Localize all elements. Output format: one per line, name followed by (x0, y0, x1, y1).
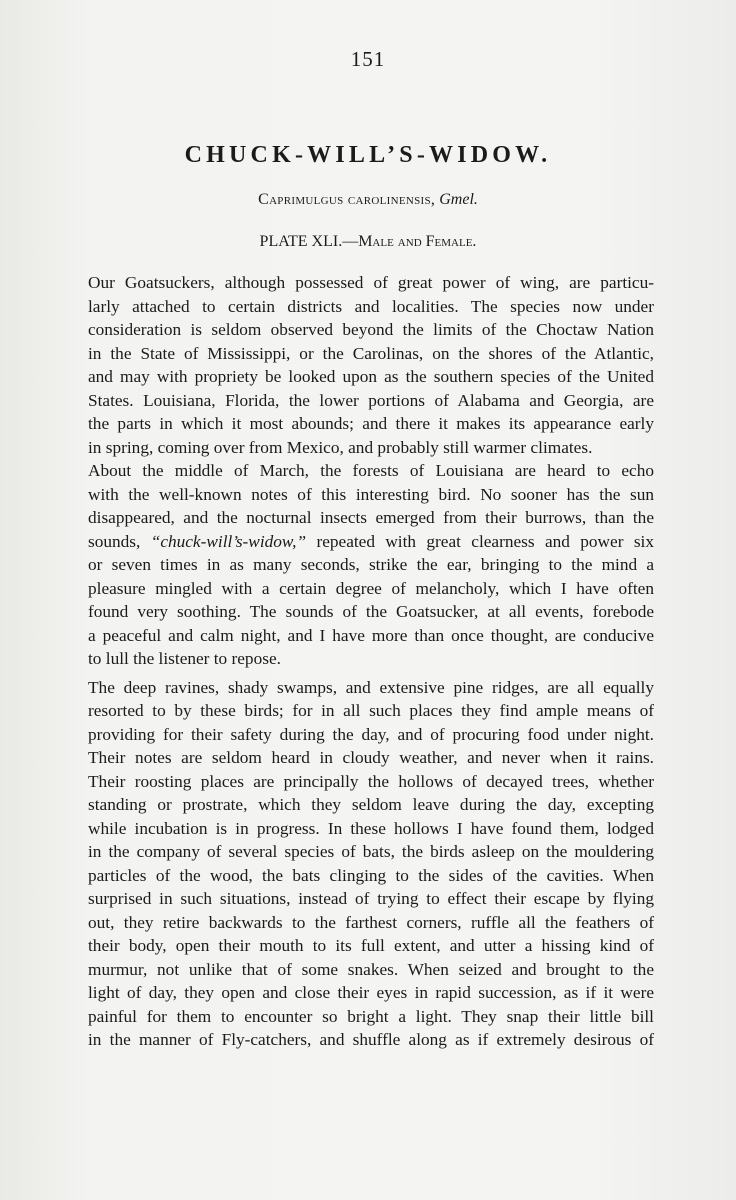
text-line: consideration is seldom observed beyond the limits of the Choctaw Nation (88, 320, 654, 339)
text-line: Our Goatsuckers, although possessed of great power of wing, are particu- (88, 273, 654, 292)
plate-caption: Male and Female. (358, 233, 477, 250)
text-line: murmur, not unlike that of some snakes. When seized and brought to the (88, 959, 654, 979)
text-line: found very soothing. The sounds of the Goatsucker, at all events, forebode (88, 602, 654, 621)
text-line: Their notes are seldom heard in cloudy weather, and never when it rains. (88, 748, 654, 767)
paragraph-2 (88, 459, 654, 671)
page-number: 151 (350, 47, 386, 71)
text-line: surprised in such situations, instead of trying to effect their escape by flying (88, 889, 654, 908)
paragraph-1 (88, 271, 654, 459)
text-line: a peaceful and calm night, and I have more than once thought, are conducive (88, 625, 654, 645)
text-line: in spring, coming over from Mexico, and probably still warmer climates. (88, 437, 593, 457)
text-segment: sounds, (88, 531, 141, 551)
text-line: light of day, they open and close their eyes in rapid succession, as if it were (88, 983, 654, 1002)
text-line: Their roosting places are principally the hollows of decayed trees, whether (88, 771, 654, 791)
text-line: standing or prostrate, which they seldom leave during the day, excepting (88, 795, 654, 814)
plate-label: PLATE XLI.— (259, 233, 359, 250)
body-text (88, 271, 654, 1052)
text-line: in the State of Mississippi, or the Carolinas, on the shores of the Atlantic, (88, 343, 654, 363)
scientific-name-line (0, 191, 736, 209)
plate-caption-line (0, 233, 736, 251)
text-line: in the manner of Fly-catchers, and shuffle along as if extremely desirous of (88, 1030, 654, 1049)
page-title: CHUCK-WILL’S-WIDOW. (184, 142, 552, 168)
text-line: larly attached to certain districts and localities. The species now under (88, 296, 654, 316)
scientific-name: Caprimulgus carolinensis, (258, 191, 436, 208)
paragraph-3 (88, 676, 654, 1052)
text-line: with the well-known notes of this interesting bird. No sooner has the sun (88, 484, 654, 504)
text-line: or seven times in as many seconds, strike the ear, bringing to the mind a (88, 555, 654, 574)
text-line: pleasure mingled with a certain degree of melancholy, which I have often (88, 578, 654, 598)
text-line: particles of the wood, the bats clinging to the sides of the cavities. When (88, 865, 654, 885)
scientific-authority: Gmel. (439, 191, 478, 208)
text-line: providing for their safety during the day, and of procuring food under night. (88, 724, 654, 744)
text-line: About the middle of March, the forests of Louisiana are heard to echo (88, 461, 654, 480)
text-line: in the company of several species of bats, the birds asleep on the mouldering (88, 842, 654, 861)
text-line: to lull the listener to repose. (88, 649, 281, 668)
text-line: resorted to by these birds; for in all such places they find ample means of (88, 701, 654, 720)
text-line: The deep ravines, shady swamps, and extensive pine ridges, are all equally (88, 677, 654, 697)
quoted-call: “chuck-will’s-widow,” (150, 531, 307, 551)
text-segment: repeated with great clearness and power six (316, 531, 654, 551)
text-line-with-quote (88, 530, 654, 554)
text-line: painful for them to encounter so bright a light. They snap their little bill (88, 1006, 654, 1026)
text-line: the parts in which it most abounds; and there it makes its appearance early (88, 414, 654, 433)
text-line: their body, open their mouth to its full extent, and utter a hissing kind of (88, 936, 654, 955)
text-line: States. Louisiana, Florida, the lower portions of Alabama and Georgia, are (88, 390, 654, 410)
text-line: out, they retire backwards to the farthest corners, ruffle all the feathers of (88, 912, 654, 932)
text-line: disappeared, and the nocturnal insects emerged from their burrows, than the (88, 508, 654, 527)
text-line: and may with propriety be looked upon as the southern species of the United (88, 367, 654, 386)
text-line: while incubation is in progress. In these hollows I have found them, lodged (88, 818, 654, 838)
